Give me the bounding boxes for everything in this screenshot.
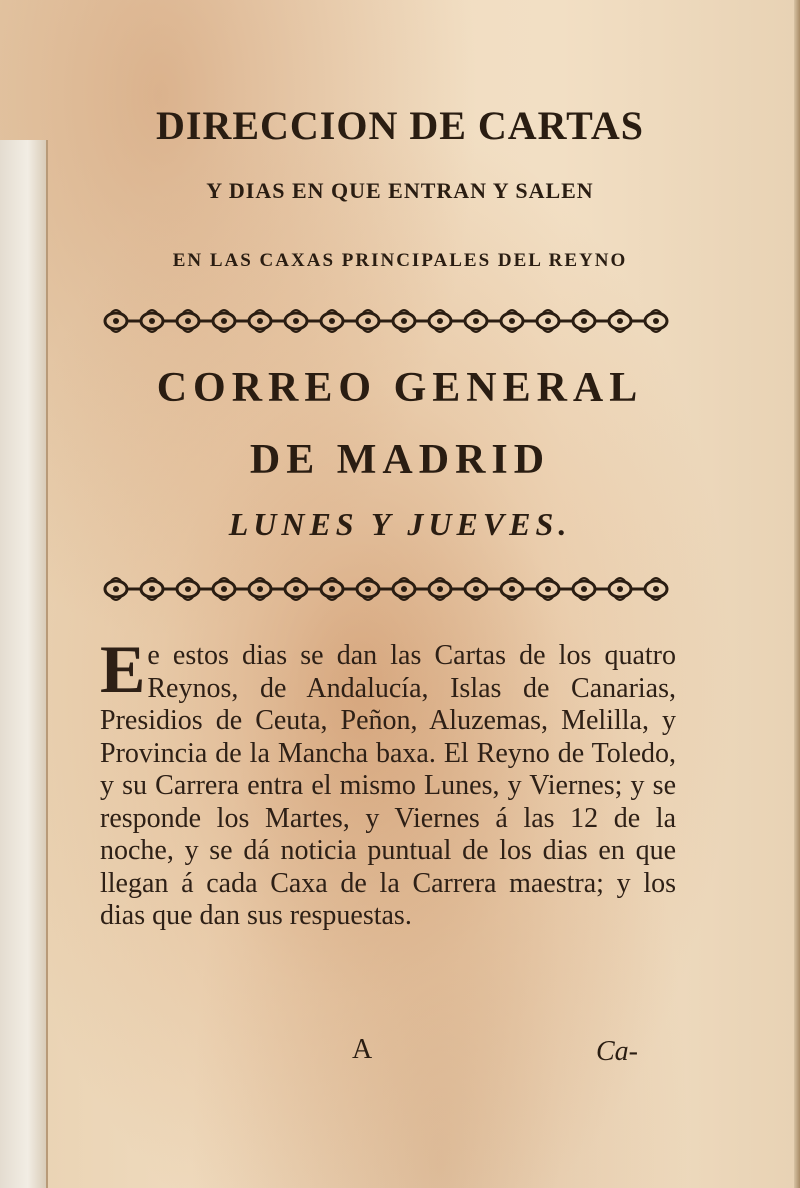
ornament-motif: [141, 578, 177, 600]
ornament-motif: [465, 310, 501, 332]
ornament-motif: [105, 578, 141, 600]
ornament-motif: [213, 310, 249, 332]
ornament-motif: [285, 310, 321, 332]
body-paragraph: [100, 631, 676, 933]
ornament-motif: [249, 310, 285, 332]
ornament-motif: [393, 578, 429, 600]
ornament-motif: [213, 578, 249, 600]
section-title-line-1: CORREO GENERAL: [156, 365, 644, 411]
drop-cap: E: [100, 631, 146, 707]
paragraph-text: e estos dias se dan las Cartas de los quatro Reynos, de Andalucía, Islas de Canarias, Presidios de Ceuta, Peñon, Aluzemas, Melilla, y Provincia de la Mancha baxa. El Reyno de Toledo, y su Carrera entra el mismo Lunes, y Viernes; y se responde los Martes, y Viernes á las 12 de la noche, y se dá noticia puntual de los dias en que llegan á cada Caxa de la Carrera maestra; y los dias que dan sus respuestas.: [100, 640, 676, 931]
ornament-motif: [249, 578, 285, 600]
ornament-motif: [429, 310, 465, 332]
ornament-motif: [537, 578, 573, 600]
ornament-motif: [645, 578, 667, 600]
ornament-motif: [393, 310, 429, 332]
ornament-motif: [465, 578, 501, 600]
subtitle-line-1: Y DIAS EN QUE ENTRAN Y SALEN: [206, 178, 594, 203]
ornament-motif: [645, 310, 667, 332]
ornament-motif: [321, 310, 357, 332]
subtitle-line-2: EN LAS CAXAS PRINCIPALES DEL REYNO: [172, 250, 628, 271]
facing-page-edge: [0, 140, 48, 1188]
ornament-motif: [573, 578, 609, 600]
ornament-motif: [321, 578, 357, 600]
section-title-line-2: DE MADRID: [249, 437, 551, 483]
ornament-motif: [357, 310, 393, 332]
ornament-motif: [537, 310, 573, 332]
signature-mark: A: [352, 1034, 373, 1065]
ornament-motif: [141, 310, 177, 332]
page-title: DIRECCION DE CARTAS: [155, 103, 645, 148]
ornament-motif: [573, 310, 609, 332]
ornament-motif: [609, 310, 645, 332]
ornament-motif: [609, 578, 645, 600]
ornament-motif: [177, 310, 213, 332]
ornament-motif: [501, 310, 537, 332]
section-days: LUNES Y JUEVES.: [228, 506, 572, 542]
ornament-border-top: [98, 304, 674, 338]
ornament-motif: [357, 578, 393, 600]
ornament-motif: [501, 578, 537, 600]
ornament-border-bottom: [98, 572, 674, 606]
ornament-motif: [105, 310, 141, 332]
catchword: Ca-: [596, 1036, 638, 1067]
ornament-motif: [285, 578, 321, 600]
ornament-motif: [177, 578, 213, 600]
ornament-motif: [429, 578, 465, 600]
